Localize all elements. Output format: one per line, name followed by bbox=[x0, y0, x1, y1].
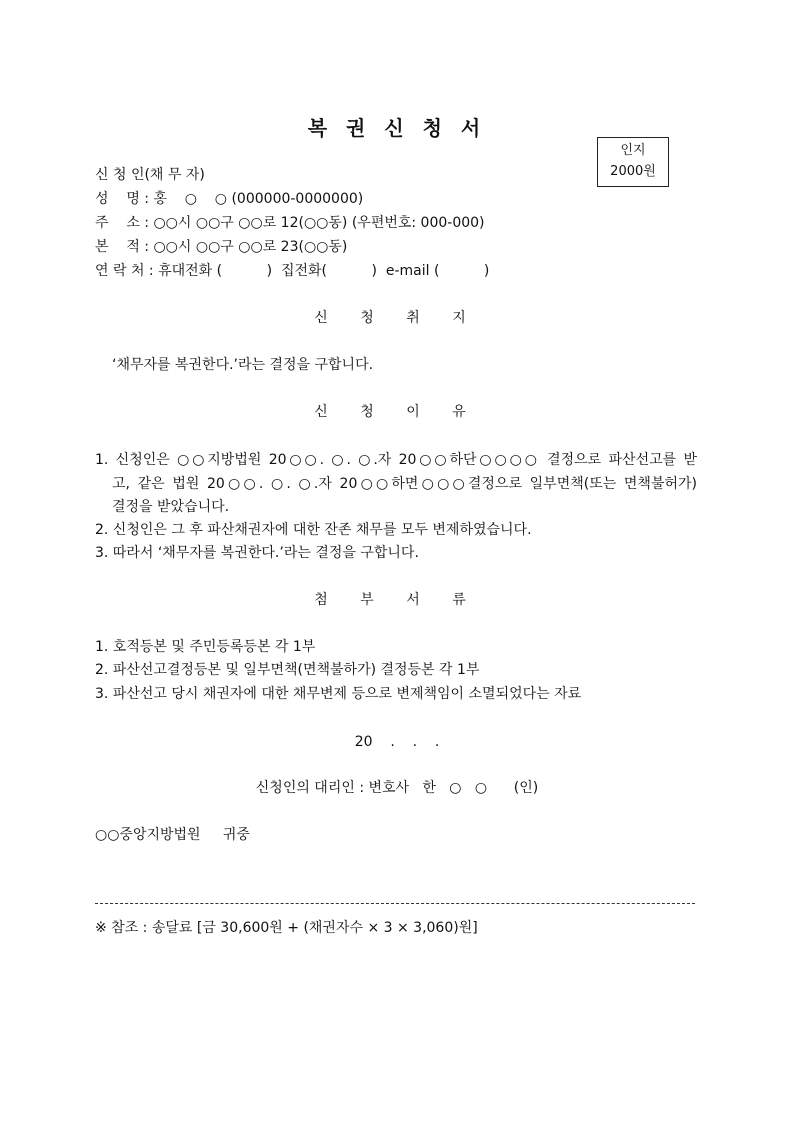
attachment-1: 1. 호적등본 및 주민등록등본 각 1부 bbox=[95, 639, 316, 655]
applicant-registry: 본 적 : ○○시 ○○구 ○○로 23(○○동) bbox=[95, 239, 348, 255]
signature-line: 신청인의 대리인 : 변호사 한 ○ ○ (인) bbox=[255, 780, 539, 796]
attachment-3: 3. 파산선고 당시 채권자에 대한 채무변제 등으로 변제책임이 소멸되었다는 자료 bbox=[95, 686, 582, 702]
purpose-heading: 신 청 취 지 bbox=[314, 310, 480, 326]
court-addressee: ○○중앙지방법원 귀중 bbox=[95, 827, 250, 843]
attachment-2: 2. 파산선고결정등본 및 일부면책(면책불하가) 결정등본 각 1부 bbox=[95, 662, 480, 678]
reason-line-4: 2. 신청인은 그 후 파산채권자에 대한 잔존 채무를 모두 변제하였습니다. bbox=[95, 522, 532, 538]
fee-note: ※ 참조 : 송달료 [금 30,600원 + (채권자수 × 3 × 3,060)원] bbox=[95, 920, 478, 936]
document-title: 복 권 신 청 서 bbox=[307, 116, 487, 140]
purpose-text: ‘채무자를 복권한다.’라는 결정을 구합니다. bbox=[112, 357, 374, 373]
applicant-name: 성 명 : 홍 ○ ○ (000000-0000000) bbox=[95, 191, 364, 207]
applicant-address: 주 소 : ○○시 ○○구 ○○로 12(○○동) (우편번호: 000-000) bbox=[95, 215, 485, 231]
reason-line-3: 결정을 받았습니다. bbox=[112, 499, 230, 515]
reason-line-5: 3. 따라서 ‘채무자를 복권한다.’라는 결정을 구합니다. bbox=[95, 545, 419, 561]
dashed-divider bbox=[95, 903, 695, 904]
revenue-stamp-box bbox=[597, 137, 669, 187]
date-line: 20 . . . bbox=[354, 734, 440, 750]
stamp-amount: 2000원 bbox=[610, 164, 656, 179]
reason-heading: 신 청 이 유 bbox=[314, 404, 480, 420]
attachments-heading: 첨 부 서 류 bbox=[314, 592, 480, 608]
stamp-label: 인지 bbox=[620, 143, 646, 158]
applicant-header: 신 청 인(채 무 자) bbox=[95, 167, 205, 183]
reason-line-2: 고, 같은 법원 20○○. ○. ○.자 20○○하면○○○결정으로 일부면책(또는 면책불허가) bbox=[112, 476, 697, 492]
applicant-contact: 연 락 처 : 휴대전화 ( ) 집전화( ) e-mail ( ) bbox=[95, 263, 490, 279]
reason-line-1: 1. 신청인은 ○○지방법원 20○○. ○. ○.자 20○○하단○○○○ 결정으로 파산선고를 받 bbox=[95, 452, 697, 468]
